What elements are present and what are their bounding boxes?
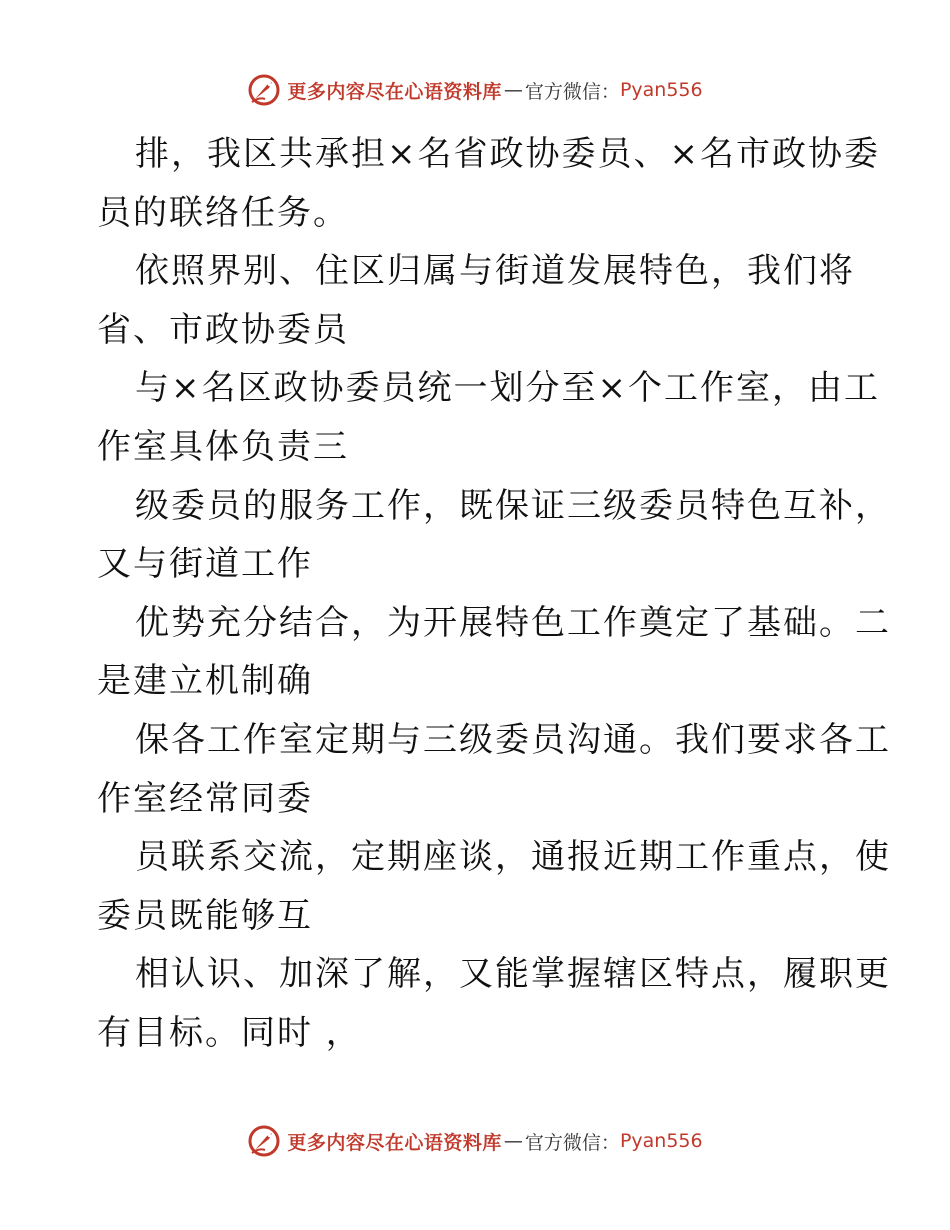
- text-line: 委员既能够互: [97, 895, 313, 936]
- text-line: 依照界别、住区归属与街道发展特色，我们将: [135, 251, 855, 292]
- text-line: 又与街道工作: [97, 544, 313, 585]
- text-line: 是建立机制确: [97, 661, 313, 702]
- text-line: 省、市政协委员: [97, 309, 349, 350]
- text-line: 与×名区政协委员统一划分至×个工作室，由工: [135, 368, 880, 409]
- text-line: 优势充分结合，为开展特色工作奠定了基础。二: [135, 602, 891, 643]
- text-line: 员联系交流，定期座谈，通报近期工作重点，使: [135, 837, 891, 878]
- text-line: 作室具体负责三: [97, 426, 349, 467]
- text-line: 相认识、加深了解，又能掌握辖区特点，履职更: [135, 954, 891, 995]
- header-wechat-label: 官方微信：: [524, 80, 620, 103]
- header-dash: —: [503, 79, 523, 101]
- text-line: 作室经常同委: [97, 778, 313, 819]
- footer-wechat-id: Pyan556: [619, 1130, 703, 1152]
- pen-nib-logo-icon: [247, 73, 281, 107]
- footer-dash: —: [503, 1130, 523, 1152]
- text-line: 排，我区共承担×名省政协委员、×名市政协委: [135, 134, 880, 174]
- footer-brand-text: 更多内容尽在心语资料库: [287, 1131, 502, 1154]
- header-brand-text: 更多内容尽在心语资料库: [287, 80, 502, 103]
- text-line: 有目标。同时 ，: [97, 1012, 362, 1053]
- footer-wechat-label: 官方微信：: [524, 1131, 620, 1154]
- header-wechat-id: Pyan556: [619, 79, 703, 101]
- footer-banner: [0, 1124, 950, 1158]
- text-line: 级委员的服务工作，既保证三级委员特色互补，: [135, 485, 891, 526]
- text-line: 员的联络任务。: [97, 192, 349, 233]
- text-line: 保各工作室定期与三级委员沟通。我们要求各工: [135, 719, 891, 760]
- document-body: [97, 125, 891, 1063]
- header-banner: [0, 73, 950, 107]
- pen-nib-logo-icon: [247, 1124, 281, 1158]
